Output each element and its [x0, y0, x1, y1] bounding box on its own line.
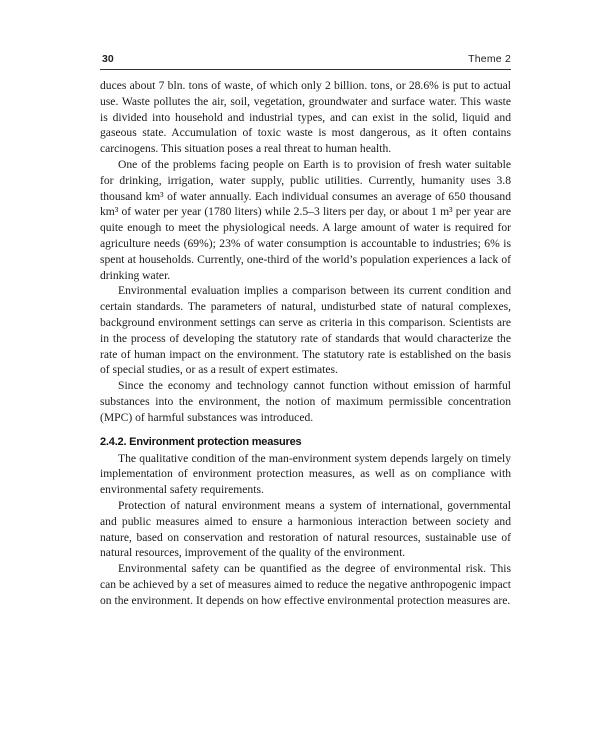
paragraph-fresh-water: One of the problems facing people on Earth is to provision of fresh water suitable for drinking, irrigation, water supply, public utilities. Currently, humanity uses 3.8 thousand km³ of water annually. Each individual consumes an average of 650 thousand km³ of water per year (1780 liters) while 2.5–3 liters per day, or about 1 m³ per year are quite enough to meet the physiological needs. A large amount of water is required for agriculture needs (69%); 23% of water consumption is accountable to industries; 6% is spent at households. Currently, one-third of the world’s population experiences a lack of drinking water.: [100, 157, 511, 282]
running-section-title: Theme 2: [468, 53, 511, 65]
section-heading: 2.4.2. Environment protection measures: [100, 435, 302, 448]
paragraph-environmental-evaluation: Environmental evaluation implies a comparison between its current condition and certain standards. The parameters of natural, undisturbed state of natural complexes, background environment settings can serve as criteria in this comparison. Scientists are in the process of developing the statutory rate of standards that would characterize the rate of human impact on the environment. The statutory rate is established on the basis of special studies, or as a result of expert estimates.: [100, 284, 511, 377]
running-header: [100, 50, 511, 68]
paragraph-protection-definition: Protection of natural environment means a system of international, governmental and public measures aimed to ensure a harmonious interaction between society and nature, based on conservation and restoration of natural resources, sustainable use of natural resources, improvement of the quality of the environment.: [100, 498, 511, 560]
paragraph-mpc: Since the economy and technology cannot function without emission of harmful substances into the environment, the notion of maximum permissible concentration (MPC) of harmful substances was introduced.: [100, 379, 511, 424]
paragraph-continued: duces about 7 bln. tons of waste, of which only 2 billion. tons, or 28.6% is put to actual use. Waste pollutes the air, soil, vegetation, groundwater and surface water. This waste is divided into household and industrial types, and can exist in the solid, liquid and gaseous state. Accumulation of toxic waste is most dangerous, as it often contains carcinogens. This situation poses a real threat to human health.: [100, 79, 511, 156]
body-text: [100, 78, 511, 609]
header-divider: [100, 69, 511, 70]
page-number: 30: [102, 53, 114, 65]
paragraph-qualitative-condition: The qualitative condition of the man-environment system depends largely on timely implementation of environment protection measures, as well as on compliance with environmental safety requirements.: [100, 451, 511, 497]
paragraph-environmental-safety: Environmental safety can be quantified as the degree of environmental risk. This can be achieved by a set of measures aimed to reduce the negative anthropogenic impact on the environment. It depends on how effective environmental protection measures are.: [100, 562, 511, 607]
